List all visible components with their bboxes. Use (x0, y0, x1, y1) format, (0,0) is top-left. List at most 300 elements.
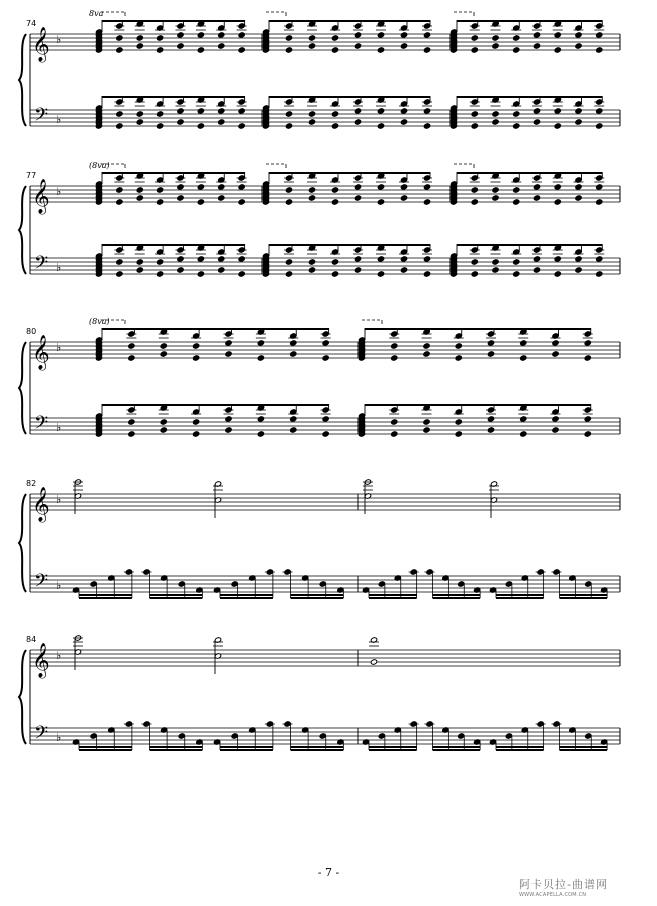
notehead (552, 427, 559, 433)
notehead (354, 43, 361, 49)
notehead (377, 184, 384, 190)
notehead (231, 733, 238, 739)
notehead (513, 199, 520, 205)
notehead (177, 99, 184, 105)
measure-number: 84 (26, 635, 37, 644)
notehead (575, 184, 582, 190)
notehead (487, 331, 494, 337)
notehead (552, 416, 559, 422)
notehead (423, 271, 430, 277)
notehead (285, 199, 292, 205)
notehead (533, 175, 540, 181)
notehead (596, 271, 603, 277)
notehead (513, 123, 520, 129)
ottava-mark: 8va (89, 9, 104, 18)
treble-clef: 𝄞 (32, 487, 50, 522)
notehead (487, 340, 494, 346)
notehead (584, 416, 591, 422)
notehead (400, 43, 407, 49)
notehead (128, 355, 135, 361)
notehead (596, 256, 603, 262)
notehead (354, 256, 361, 262)
notehead (285, 23, 292, 29)
notehead (308, 111, 315, 117)
watermark-subtitle: WWW.ACAPELLA.COM.CN (519, 892, 587, 898)
system-74 (19, 9, 620, 130)
notehead (193, 431, 200, 437)
notehead (177, 195, 184, 201)
notehead (238, 47, 245, 53)
notehead (471, 199, 478, 205)
notehead (308, 187, 315, 193)
notehead (136, 35, 143, 41)
notehead (308, 119, 315, 125)
notehead (533, 195, 540, 201)
notehead (218, 267, 225, 273)
notehead (136, 43, 143, 49)
notehead (391, 419, 398, 425)
notehead (116, 23, 123, 29)
treble-clef: 𝄞 (32, 643, 50, 678)
notehead (177, 184, 184, 190)
notehead (533, 99, 540, 105)
notehead (520, 355, 527, 361)
notehead (197, 199, 204, 205)
notehead (492, 43, 499, 49)
notehead (423, 184, 430, 190)
bass-clef: 𝄢 (34, 571, 49, 596)
key-flat: ♭ (56, 33, 62, 46)
notehead (177, 119, 184, 125)
notehead (492, 195, 499, 201)
measure-number: 82 (26, 479, 37, 488)
notehead (238, 32, 245, 38)
notehead (225, 340, 232, 346)
notehead (533, 43, 540, 49)
key-flat: ♭ (56, 185, 62, 198)
notehead (160, 427, 167, 433)
notehead (554, 32, 561, 38)
notehead (596, 47, 603, 53)
notehead (455, 343, 462, 349)
notehead (157, 259, 164, 265)
grand-staff-brace (19, 494, 26, 592)
notehead (128, 419, 135, 425)
notehead (423, 247, 430, 253)
treble-clef: 𝄞 (32, 179, 50, 214)
key-flat: ♭ (56, 341, 62, 354)
notehead (575, 119, 582, 125)
notehead (218, 108, 225, 114)
notehead (596, 99, 603, 105)
notehead (391, 331, 398, 337)
notehead (533, 184, 540, 190)
notehead (331, 259, 338, 265)
notehead (218, 43, 225, 49)
notehead (377, 256, 384, 262)
notehead (471, 175, 478, 181)
notehead (257, 416, 264, 422)
notehead (492, 119, 499, 125)
notehead (391, 355, 398, 361)
notehead (308, 259, 315, 265)
notehead (238, 108, 245, 114)
notehead (128, 331, 135, 337)
notehead (285, 271, 292, 277)
notehead (157, 111, 164, 117)
notehead (136, 259, 143, 265)
notehead (238, 99, 245, 105)
notehead (157, 187, 164, 193)
notehead (584, 407, 591, 413)
site-watermark (519, 876, 649, 898)
notehead (157, 35, 164, 41)
notehead (513, 35, 520, 41)
notehead (585, 581, 592, 587)
notehead (218, 119, 225, 125)
notehead (157, 199, 164, 205)
notehead (533, 23, 540, 29)
notehead (533, 32, 540, 38)
notehead (218, 32, 225, 38)
notehead (308, 195, 315, 201)
notehead (575, 108, 582, 114)
notehead (471, 99, 478, 105)
notehead (513, 259, 520, 265)
notehead (492, 35, 499, 41)
notehead (136, 187, 143, 193)
notehead (487, 351, 494, 357)
notehead (554, 47, 561, 53)
notehead (238, 256, 245, 262)
notehead (193, 419, 200, 425)
notehead (354, 108, 361, 114)
notehead (575, 256, 582, 262)
notehead (197, 123, 204, 129)
notehead (377, 271, 384, 277)
notehead (197, 32, 204, 38)
notehead (193, 355, 200, 361)
notehead (231, 581, 238, 587)
notehead (584, 355, 591, 361)
treble-clef: 𝄞 (32, 335, 50, 370)
notehead (128, 407, 135, 413)
notehead (533, 256, 540, 262)
notehead (116, 259, 123, 265)
notehead (331, 35, 338, 41)
notehead (400, 119, 407, 125)
notehead (225, 427, 232, 433)
notehead (400, 256, 407, 262)
notehead (423, 199, 430, 205)
grand-staff-brace (19, 650, 26, 744)
notehead (533, 267, 540, 273)
notehead (193, 343, 200, 349)
notehead (575, 267, 582, 273)
notehead (116, 47, 123, 53)
notehead (177, 32, 184, 38)
page-number: - 7 - (317, 866, 340, 879)
key-flat: ♭ (56, 113, 62, 126)
notehead (177, 43, 184, 49)
notehead (160, 343, 167, 349)
notehead (471, 271, 478, 277)
key-flat: ♭ (56, 649, 62, 662)
notehead (400, 108, 407, 114)
notehead (285, 47, 292, 53)
notehead (596, 23, 603, 29)
bass-clef: 𝄢 (34, 253, 49, 278)
notehead (471, 187, 478, 193)
ottava-mark: (8va) (89, 161, 110, 170)
notehead (178, 581, 185, 587)
notehead (157, 123, 164, 129)
notehead (423, 99, 430, 105)
treble-clef: 𝄞 (32, 27, 50, 62)
notehead (319, 581, 326, 587)
notehead (225, 351, 232, 357)
notehead (177, 267, 184, 273)
notehead (331, 111, 338, 117)
notehead (505, 581, 512, 587)
notehead (596, 108, 603, 114)
bass-clef: 𝄢 (34, 105, 49, 130)
system-80 (19, 317, 620, 438)
notehead (378, 581, 385, 587)
notehead (225, 416, 232, 422)
notehead (377, 47, 384, 53)
notehead (257, 340, 264, 346)
notehead (471, 259, 478, 265)
key-flat: ♭ (56, 421, 62, 434)
notehead (471, 247, 478, 253)
notehead (596, 247, 603, 253)
ottava-mark: (8va) (89, 317, 110, 326)
notehead (423, 123, 430, 129)
notehead (116, 35, 123, 41)
key-flat: ♭ (56, 261, 62, 274)
notehead (308, 43, 315, 49)
notehead (552, 340, 559, 346)
notehead (238, 184, 245, 190)
notehead (160, 351, 167, 357)
notehead (423, 256, 430, 262)
notehead (322, 416, 329, 422)
notehead (319, 733, 326, 739)
notehead (225, 331, 232, 337)
measure-number: 74 (26, 19, 37, 28)
notehead (157, 271, 164, 277)
notehead (90, 733, 97, 739)
notehead (128, 431, 135, 437)
notehead (116, 123, 123, 129)
notehead (290, 427, 297, 433)
notehead (596, 32, 603, 38)
notehead (177, 23, 184, 29)
notehead (136, 111, 143, 117)
notehead (136, 267, 143, 273)
notehead (238, 247, 245, 253)
notehead (554, 199, 561, 205)
notehead (290, 351, 297, 357)
system-84 (19, 635, 620, 750)
notehead (471, 123, 478, 129)
notehead (257, 355, 264, 361)
notehead (575, 32, 582, 38)
notehead (596, 123, 603, 129)
notehead (285, 111, 292, 117)
notehead (377, 32, 384, 38)
notehead (377, 199, 384, 205)
notehead (116, 187, 123, 193)
key-flat: ♭ (56, 731, 62, 744)
notehead (257, 431, 264, 437)
notehead (197, 108, 204, 114)
notehead (238, 123, 245, 129)
notehead (331, 199, 338, 205)
notehead (492, 187, 499, 193)
notehead (378, 733, 385, 739)
notehead (471, 111, 478, 117)
notehead (492, 111, 499, 117)
notehead (331, 123, 338, 129)
notehead (513, 271, 520, 277)
notehead (285, 123, 292, 129)
notehead (377, 108, 384, 114)
notehead (455, 431, 462, 437)
notehead (377, 123, 384, 129)
notehead (116, 175, 123, 181)
notehead (354, 99, 361, 105)
notehead (322, 331, 329, 337)
notehead (554, 123, 561, 129)
notehead (354, 247, 361, 253)
notehead (370, 659, 377, 665)
notehead (322, 340, 329, 346)
measure-number: 80 (26, 327, 37, 336)
notehead (423, 175, 430, 181)
notehead (520, 340, 527, 346)
notehead (554, 256, 561, 262)
bass-clef: 𝄢 (34, 413, 49, 438)
notehead (533, 119, 540, 125)
notehead (238, 199, 245, 205)
notehead (322, 431, 329, 437)
notehead (520, 431, 527, 437)
notehead (423, 32, 430, 38)
notehead (136, 119, 143, 125)
notehead (177, 175, 184, 181)
notehead (116, 99, 123, 105)
system-77 (19, 161, 620, 278)
notehead (160, 419, 167, 425)
notehead (391, 343, 398, 349)
notehead (116, 199, 123, 205)
notehead (308, 35, 315, 41)
notehead (285, 35, 292, 41)
notehead (471, 35, 478, 41)
notehead (400, 195, 407, 201)
notehead (225, 407, 232, 413)
notehead (552, 351, 559, 357)
notehead (423, 419, 430, 425)
notehead (596, 184, 603, 190)
notehead (492, 267, 499, 273)
notehead (285, 259, 292, 265)
notehead (584, 331, 591, 337)
notehead (116, 247, 123, 253)
notehead (354, 267, 361, 273)
notehead (354, 32, 361, 38)
notehead (554, 184, 561, 190)
bass-clef: 𝄢 (34, 723, 49, 748)
notehead (197, 184, 204, 190)
notehead (458, 581, 465, 587)
notehead (157, 47, 164, 53)
notehead (513, 111, 520, 117)
notehead (218, 256, 225, 262)
key-flat: ♭ (56, 493, 62, 506)
watermark-title: 阿卡贝拉-曲谱网 (519, 878, 608, 891)
notehead (575, 43, 582, 49)
notehead (423, 351, 430, 357)
notehead (554, 108, 561, 114)
notehead (116, 271, 123, 277)
notehead (354, 195, 361, 201)
notehead (136, 195, 143, 201)
notehead (513, 47, 520, 53)
notehead (596, 199, 603, 205)
notehead (533, 247, 540, 253)
grand-staff-brace (19, 186, 26, 274)
notehead (487, 427, 494, 433)
notehead (400, 267, 407, 273)
notehead (177, 256, 184, 262)
notehead (533, 108, 540, 114)
notehead (492, 259, 499, 265)
notehead (487, 407, 494, 413)
notehead (331, 271, 338, 277)
notehead (513, 187, 520, 193)
notehead (391, 431, 398, 437)
notehead (455, 419, 462, 425)
system-82 (19, 479, 620, 598)
notehead (290, 416, 297, 422)
notehead (584, 340, 591, 346)
notehead (423, 47, 430, 53)
notehead (90, 581, 97, 587)
notehead (197, 256, 204, 262)
notehead (218, 184, 225, 190)
notehead (178, 733, 185, 739)
notehead (116, 111, 123, 117)
notehead (238, 23, 245, 29)
notehead (290, 340, 297, 346)
notehead (520, 416, 527, 422)
notehead (197, 47, 204, 53)
notehead (331, 187, 338, 193)
notehead (471, 47, 478, 53)
notehead (354, 184, 361, 190)
notehead (177, 108, 184, 114)
key-flat: ♭ (56, 579, 62, 592)
notehead (585, 733, 592, 739)
grand-staff-brace (19, 34, 26, 126)
notehead (423, 343, 430, 349)
notehead (285, 187, 292, 193)
notehead (455, 355, 462, 361)
notehead (505, 733, 512, 739)
